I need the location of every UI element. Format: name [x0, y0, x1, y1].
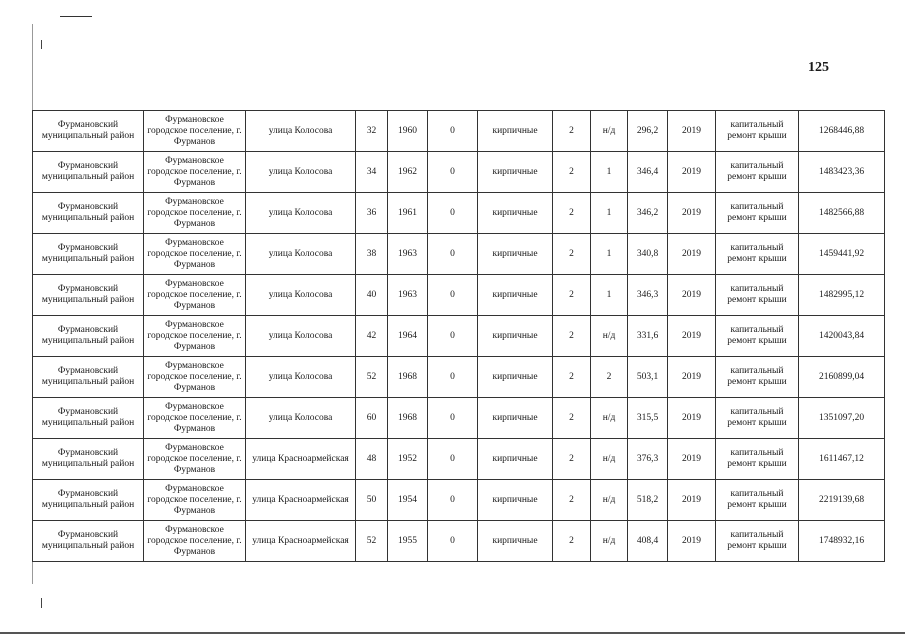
zero-value-cell: 0 [428, 521, 478, 562]
work-type-cell: капитальный ремонт крыши [716, 275, 799, 316]
floors-cell: 2 [553, 439, 591, 480]
zero-value-cell: 0 [428, 275, 478, 316]
area-cell: 518,2 [628, 480, 668, 521]
zero-value-cell: 0 [428, 152, 478, 193]
area-cell: 346,2 [628, 193, 668, 234]
year-built-cell: 1962 [388, 152, 428, 193]
floors-cell: 2 [553, 193, 591, 234]
floors-cell: 2 [553, 398, 591, 439]
district-cell: Фурмановский муниципальный район [33, 152, 144, 193]
street-cell: улица Колосова [246, 111, 356, 152]
plan-year-cell: 2019 [668, 316, 716, 357]
area-cell: 503,1 [628, 357, 668, 398]
street-cell: улица Колосова [246, 398, 356, 439]
table-row [33, 439, 885, 480]
street-cell: улица Колосова [246, 152, 356, 193]
district-cell: Фурмановский муниципальный район [33, 521, 144, 562]
work-type-cell: капитальный ремонт крыши [716, 193, 799, 234]
entrances-cell: 2 [591, 357, 628, 398]
year-built-cell: 1952 [388, 439, 428, 480]
zero-value-cell: 0 [428, 316, 478, 357]
cost-cell: 2160899,04 [799, 357, 885, 398]
house-number-cell: 42 [356, 316, 388, 357]
plan-year-cell: 2019 [668, 111, 716, 152]
scan-artifact-bottom [0, 632, 905, 634]
entrances-cell: н/д [591, 521, 628, 562]
street-cell: улица Колосова [246, 193, 356, 234]
entrances-cell: н/д [591, 316, 628, 357]
wall-material-cell: кирпичные [478, 357, 553, 398]
table-row [33, 152, 885, 193]
table-row [33, 275, 885, 316]
plan-year-cell: 2019 [668, 439, 716, 480]
work-type-cell: капитальный ремонт крыши [716, 152, 799, 193]
settlement-cell: Фурмановское городское поселение, г. Фурманов [144, 316, 246, 357]
settlement-cell: Фурмановское городское поселение, г. Фурманов [144, 439, 246, 480]
settlement-cell: Фурмановское городское поселение, г. Фурманов [144, 193, 246, 234]
work-type-cell: капитальный ремонт крыши [716, 316, 799, 357]
wall-material-cell: кирпичные [478, 521, 553, 562]
zero-value-cell: 0 [428, 439, 478, 480]
floors-cell: 2 [553, 521, 591, 562]
plan-year-cell: 2019 [668, 398, 716, 439]
cost-cell: 1483423,36 [799, 152, 885, 193]
table-row [33, 193, 885, 234]
table-row [33, 316, 885, 357]
year-built-cell: 1963 [388, 275, 428, 316]
district-cell: Фурмановский муниципальный район [33, 398, 144, 439]
year-built-cell: 1968 [388, 398, 428, 439]
house-number-cell: 36 [356, 193, 388, 234]
plan-year-cell: 2019 [668, 152, 716, 193]
year-built-cell: 1968 [388, 357, 428, 398]
settlement-cell: Фурмановское городское поселение, г. Фурманов [144, 152, 246, 193]
wall-material-cell: кирпичные [478, 316, 553, 357]
zero-value-cell: 0 [428, 193, 478, 234]
work-type-cell: капитальный ремонт крыши [716, 234, 799, 275]
area-cell: 376,3 [628, 439, 668, 480]
house-number-cell: 52 [356, 521, 388, 562]
year-built-cell: 1954 [388, 480, 428, 521]
year-built-cell: 1955 [388, 521, 428, 562]
wall-material-cell: кирпичные [478, 275, 553, 316]
district-cell: Фурмановский муниципальный район [33, 275, 144, 316]
entrances-cell: 1 [591, 275, 628, 316]
area-cell: 340,8 [628, 234, 668, 275]
district-cell: Фурмановский муниципальный район [33, 234, 144, 275]
house-number-cell: 40 [356, 275, 388, 316]
work-type-cell: капитальный ремонт крыши [716, 398, 799, 439]
wall-material-cell: кирпичные [478, 111, 553, 152]
zero-value-cell: 0 [428, 398, 478, 439]
work-type-cell: капитальный ремонт крыши [716, 521, 799, 562]
district-cell: Фурмановский муниципальный район [33, 111, 144, 152]
table-row [33, 357, 885, 398]
house-number-cell: 34 [356, 152, 388, 193]
settlement-cell: Фурмановское городское поселение, г. Фурманов [144, 111, 246, 152]
cost-cell: 1748932,16 [799, 521, 885, 562]
plan-year-cell: 2019 [668, 521, 716, 562]
cost-cell: 1268446,88 [799, 111, 885, 152]
floors-cell: 2 [553, 234, 591, 275]
settlement-cell: Фурмановское городское поселение, г. Фурманов [144, 234, 246, 275]
table-row [33, 111, 885, 152]
house-number-cell: 48 [356, 439, 388, 480]
floors-cell: 2 [553, 480, 591, 521]
wall-material-cell: кирпичные [478, 193, 553, 234]
street-cell: улица Красноармейская [246, 521, 356, 562]
work-type-cell: капитальный ремонт крыши [716, 357, 799, 398]
house-number-cell: 32 [356, 111, 388, 152]
area-cell: 296,2 [628, 111, 668, 152]
house-number-cell: 38 [356, 234, 388, 275]
cost-cell: 1459441,92 [799, 234, 885, 275]
settlement-cell: Фурмановское городское поселение, г. Фурманов [144, 275, 246, 316]
cost-cell: 1420043,84 [799, 316, 885, 357]
entrances-cell: н/д [591, 111, 628, 152]
district-cell: Фурмановский муниципальный район [33, 357, 144, 398]
area-cell: 346,4 [628, 152, 668, 193]
scan-artifact-tick [41, 598, 42, 608]
floors-cell: 2 [553, 152, 591, 193]
street-cell: улица Красноармейская [246, 480, 356, 521]
wall-material-cell: кирпичные [478, 234, 553, 275]
district-cell: Фурмановский муниципальный район [33, 480, 144, 521]
street-cell: улица Красноармейская [246, 439, 356, 480]
cost-cell: 2219139,68 [799, 480, 885, 521]
wall-material-cell: кирпичные [478, 480, 553, 521]
entrances-cell: 1 [591, 234, 628, 275]
year-built-cell: 1960 [388, 111, 428, 152]
area-cell: 346,3 [628, 275, 668, 316]
floors-cell: 2 [553, 275, 591, 316]
zero-value-cell: 0 [428, 234, 478, 275]
street-cell: улица Колосова [246, 316, 356, 357]
floors-cell: 2 [553, 357, 591, 398]
area-cell: 331,6 [628, 316, 668, 357]
zero-value-cell: 0 [428, 480, 478, 521]
wall-material-cell: кирпичные [478, 439, 553, 480]
floors-cell: 2 [553, 316, 591, 357]
table-row [33, 480, 885, 521]
cost-cell: 1611467,12 [799, 439, 885, 480]
table-body [33, 111, 885, 562]
entrances-cell: 1 [591, 152, 628, 193]
work-type-cell: капитальный ремонт крыши [716, 439, 799, 480]
table-row [33, 521, 885, 562]
floors-cell: 2 [553, 111, 591, 152]
cost-cell: 1351097,20 [799, 398, 885, 439]
house-number-cell: 50 [356, 480, 388, 521]
plan-year-cell: 2019 [668, 193, 716, 234]
year-built-cell: 1961 [388, 193, 428, 234]
area-cell: 408,4 [628, 521, 668, 562]
district-cell: Фурмановский муниципальный район [33, 316, 144, 357]
entrances-cell: 1 [591, 193, 628, 234]
cost-cell: 1482995,12 [799, 275, 885, 316]
wall-material-cell: кирпичные [478, 398, 553, 439]
settlement-cell: Фурмановское городское поселение, г. Фурманов [144, 398, 246, 439]
settlement-cell: Фурмановское городское поселение, г. Фурманов [144, 521, 246, 562]
wall-material-cell: кирпичные [478, 152, 553, 193]
entrances-cell: н/д [591, 480, 628, 521]
table-row [33, 234, 885, 275]
work-type-cell: капитальный ремонт крыши [716, 480, 799, 521]
plan-year-cell: 2019 [668, 480, 716, 521]
work-type-cell: капитальный ремонт крыши [716, 111, 799, 152]
street-cell: улица Колосова [246, 275, 356, 316]
area-cell: 315,5 [628, 398, 668, 439]
street-cell: улица Колосова [246, 234, 356, 275]
district-cell: Фурмановский муниципальный район [33, 193, 144, 234]
entrances-cell: н/д [591, 439, 628, 480]
year-built-cell: 1964 [388, 316, 428, 357]
year-built-cell: 1963 [388, 234, 428, 275]
plan-year-cell: 2019 [668, 275, 716, 316]
scan-artifact-top [60, 16, 92, 17]
page-number: 125 [808, 60, 829, 75]
cost-cell: 1482566,88 [799, 193, 885, 234]
housing-repair-table [32, 110, 885, 562]
table-row [33, 398, 885, 439]
settlement-cell: Фурмановское городское поселение, г. Фурманов [144, 480, 246, 521]
plan-year-cell: 2019 [668, 357, 716, 398]
house-number-cell: 52 [356, 357, 388, 398]
scan-artifact-tick [41, 40, 42, 49]
plan-year-cell: 2019 [668, 234, 716, 275]
district-cell: Фурмановский муниципальный район [33, 439, 144, 480]
settlement-cell: Фурмановское городское поселение, г. Фурманов [144, 357, 246, 398]
street-cell: улица Колосова [246, 357, 356, 398]
house-number-cell: 60 [356, 398, 388, 439]
zero-value-cell: 0 [428, 357, 478, 398]
entrances-cell: н/д [591, 398, 628, 439]
zero-value-cell: 0 [428, 111, 478, 152]
